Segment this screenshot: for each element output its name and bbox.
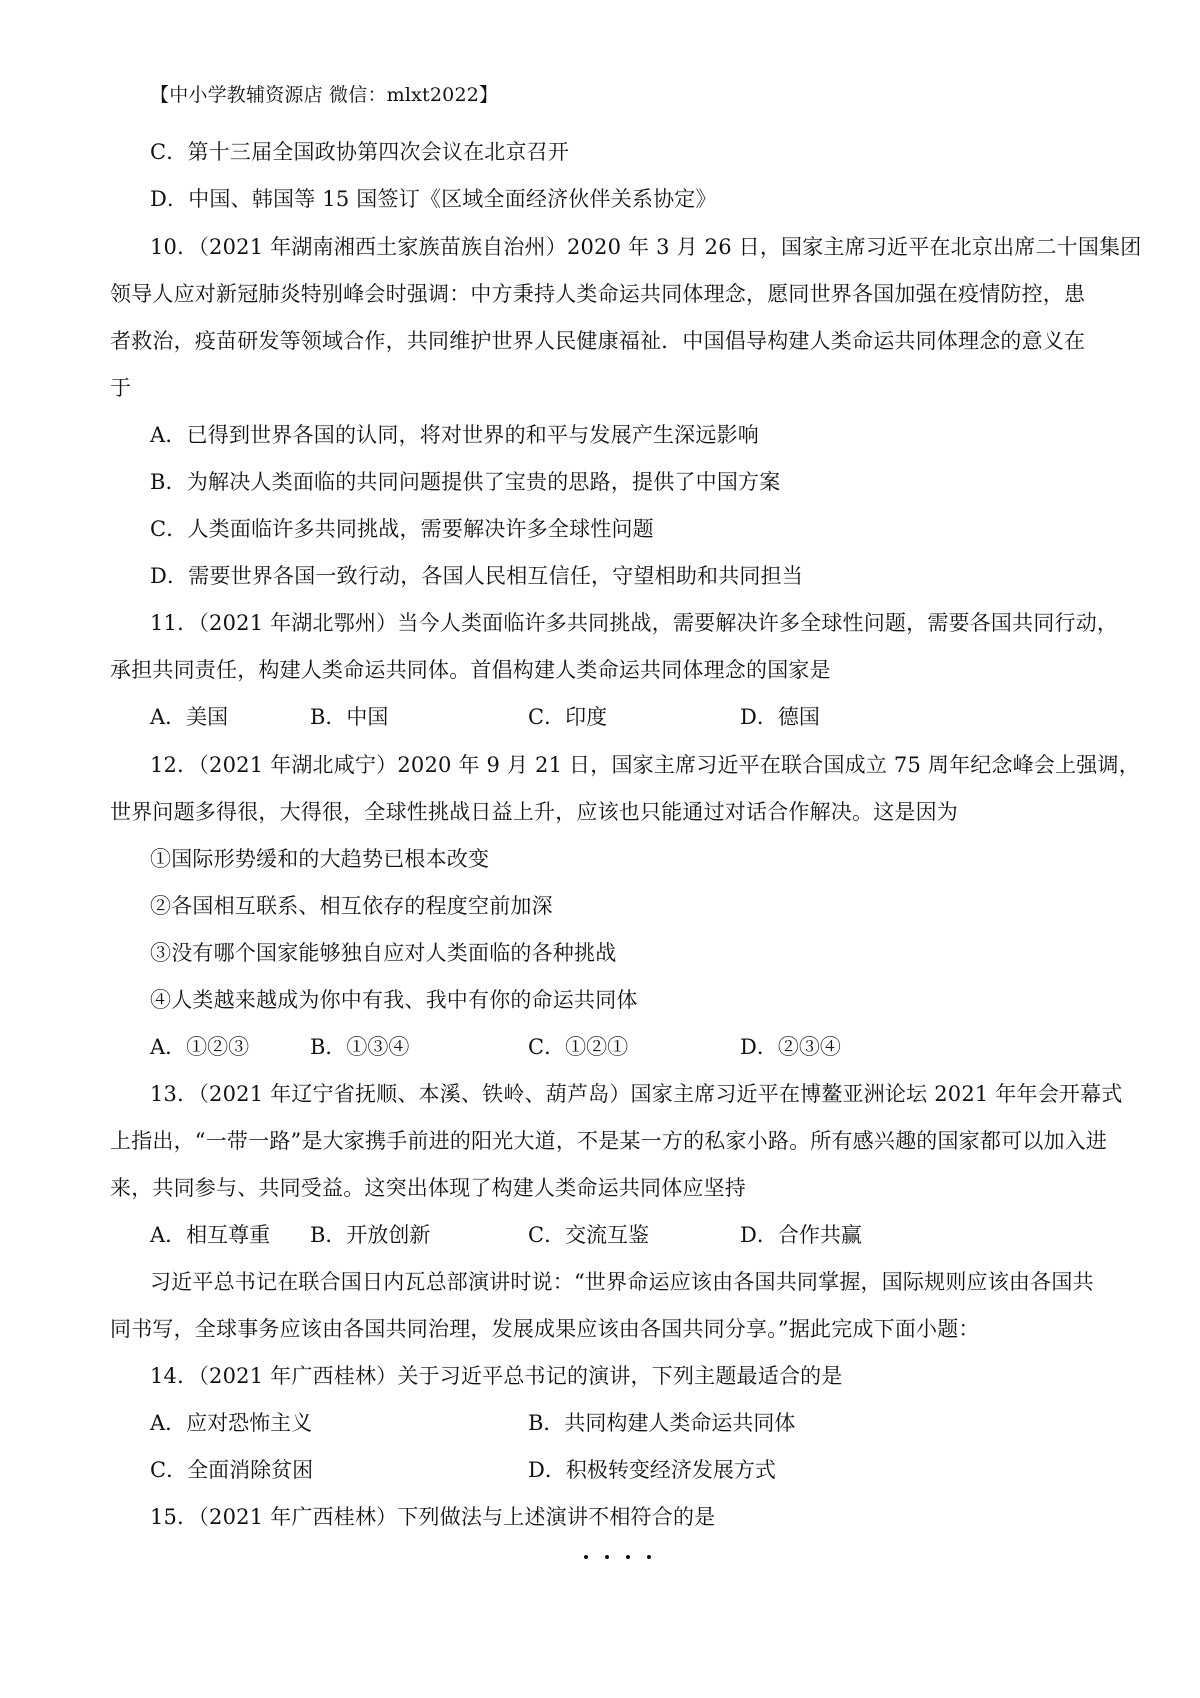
q13-stem-line-2: 上指出，“一带一路”是大家携手前进的阳光大道，不是某一方的私家小路。所有感兴趣的国家都可以加入进 [110, 1129, 1108, 1153]
q12-option-b: B．①③④ [310, 1035, 410, 1059]
q11-stem-line-2: 承担共同责任，构建人类命运共同体。首倡构建人类命运共同体理念的国家是 [110, 658, 831, 682]
q11-option-d: D．德国 [740, 705, 820, 729]
q12-stem-line-1: 12．（2021 年湖北咸宁）2020 年 9 月 21 日，国家主席习近平在联合国成立 75 周年纪念峰会上强调， [150, 753, 1140, 777]
q12-item-1: ①国际形势缓和的大趋势已根本改变 [150, 847, 490, 871]
q14-option-b: B．共同构建人类命运共同体 [528, 1411, 796, 1435]
q12-option-c: C．①②① [528, 1035, 629, 1059]
emphasis-dot [626, 1555, 630, 1559]
emphasis-dot [647, 1555, 651, 1559]
passage-line-2: 同书写，全球事务应该由各国共同治理，发展成果应该由各国共同分享。”据此完成下面小题： [110, 1317, 980, 1341]
q14-option-c: C．全面消除贫困 [150, 1458, 314, 1482]
q11-option-a: A．美国 [150, 705, 229, 729]
q12-option-d: D．②③④ [740, 1035, 841, 1059]
q11-option-b: B．中国 [310, 705, 389, 729]
q11-option-c: C．印度 [528, 705, 608, 729]
q10-option-d: D．需要世界各国一致行动，各国人民相互信任，守望相助和共同担当 [150, 564, 804, 588]
q13-stem-line-3: 来，共同参与、共同受益。这突出体现了构建人类命运共同体应坚持 [110, 1176, 746, 1200]
q10-option-b: B．为解决人类面临的共同问题提供了宝贵的思路，提供了中国方案 [150, 470, 781, 494]
q14-option-a: A．应对恐怖主义 [150, 1411, 313, 1435]
q11-stem-line-1: 11．（2021 年湖北鄂州）当今人类面临许多共同挑战，需要解决许多全球性问题，需要各国共同行动， [150, 611, 1119, 635]
q12-option-a: A．①②③ [150, 1035, 250, 1059]
q12-item-3: ③没有哪个国家能够独自应对人类面临的各种挑战 [150, 941, 617, 965]
q14-stem: 14．（2021 年广西桂林）关于习近平总书记的演讲，下列主题最适合的是 [150, 1364, 843, 1388]
prev-option-d: D．中国、韩国等 15 国签订《区域全面经济伙伴关系协定》 [150, 187, 717, 211]
emphasis-dot [584, 1555, 588, 1559]
q12-stem-line-2: 世界问题多得很，大得很，全球性挑战日益上升，应该也只能通过对话合作解决。这是因为 [110, 800, 958, 824]
q15-stem: 15．（2021 年广西桂林）下列做法与上述演讲不相符合的是 [150, 1505, 716, 1529]
q13-option-d: D．合作共赢 [740, 1223, 862, 1247]
emphasis-dots [580, 1555, 660, 1563]
q13-option-c: C．交流互鉴 [528, 1223, 650, 1247]
q13-option-b: B．开放创新 [310, 1223, 431, 1247]
q10-stem-line-3: 者救治，疫苗研发等领域合作，共同维护世界人民健康福祉．中国倡导构建人类命运共同体理念的意义在 [110, 329, 1086, 353]
q13-option-a: A．相互尊重 [150, 1223, 271, 1247]
prev-option-c: C．第十三届全国政协第四次会议在北京召开 [150, 140, 570, 164]
passage-line-1: 习近平总书记在联合国日内瓦总部演讲时说：“世界命运应该由各国共同掌握，国际规则应该由各国共 [150, 1270, 1094, 1294]
q13-stem-line-1: 13．（2021 年辽宁省抚顺、本溪、铁岭、葫芦岛）国家主席习近平在博鳌亚洲论坛 2021 年年会开幕式 [150, 1082, 1123, 1106]
emphasis-dot [605, 1555, 609, 1559]
q12-item-2: ②各国相互联系、相互依存的程度空前加深 [150, 894, 553, 918]
page-header: 【中小学教辅资源店 微信：mlxt2022】 [150, 84, 499, 106]
q10-option-c: C．人类面临许多共同挑战，需要解决许多全球性问题 [150, 517, 654, 541]
q10-stem-line-1: 10．（2021 年湖南湘西土家族苗族自治州）2020 年 3 月 26 日，国家主席习近平在北京出席二十国集团 [150, 235, 1142, 259]
q10-stem-line-4: 于 [110, 376, 132, 400]
q14-option-d: D．积极转变经济发展方式 [528, 1458, 776, 1482]
q10-stem-line-2: 领导人应对新冠肺炎特别峰会时强调：中方秉持人类命运共同体理念，愿同世界各国加强在疫情防控，患 [110, 282, 1086, 306]
q10-option-a: A．已得到世界各国的认同，将对世界的和平与发展产生深远影响 [150, 423, 759, 447]
q12-item-4: ④人类越来越成为你中有我、我中有你的命运共同体 [150, 988, 638, 1012]
